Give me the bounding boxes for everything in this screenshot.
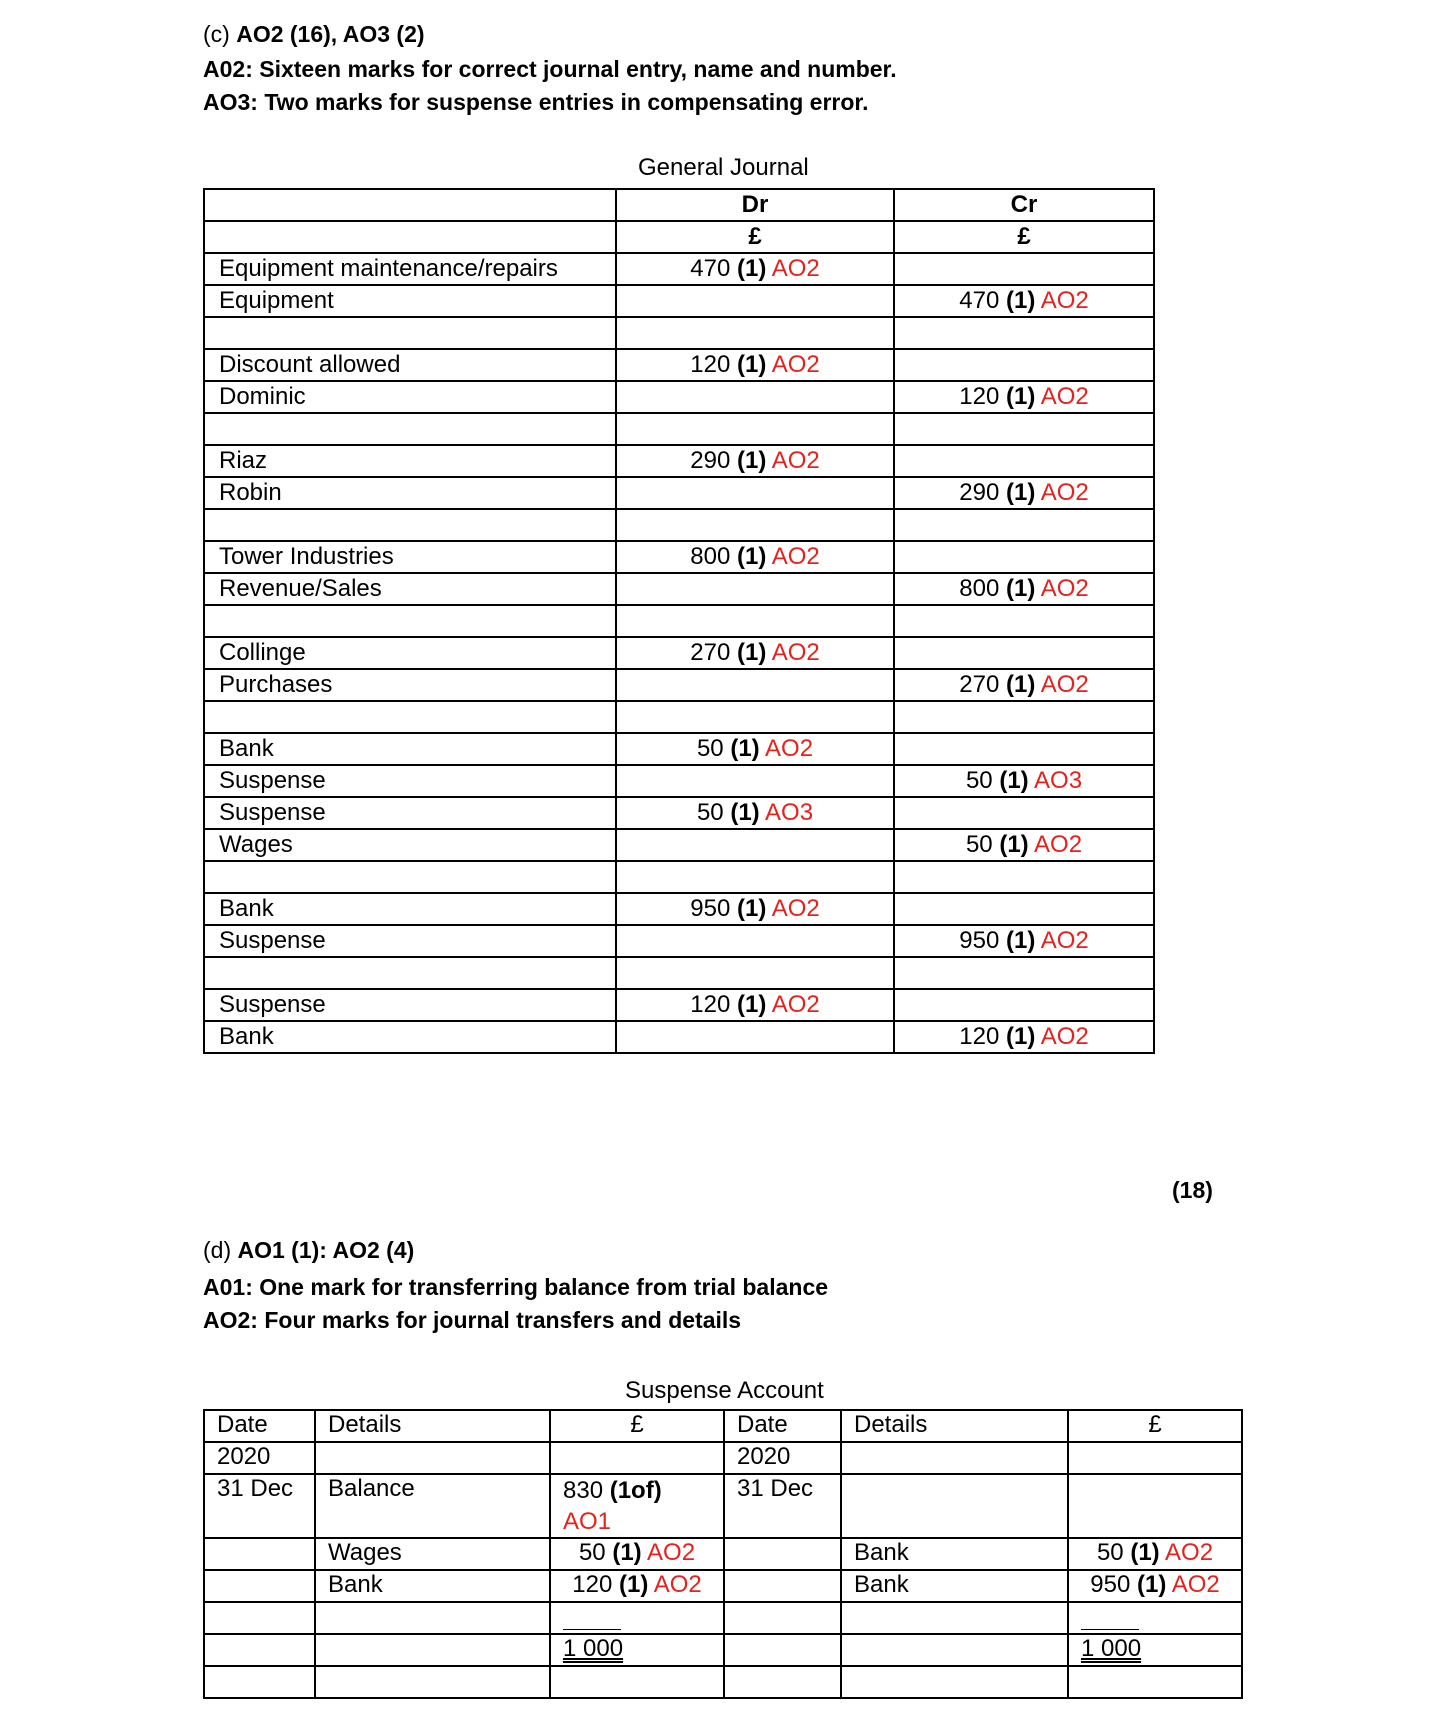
journal-cr-amount: 470 (1) AO2 <box>894 285 1154 317</box>
journal-cr-amount <box>894 253 1154 285</box>
empty-cell <box>204 1602 315 1634</box>
empty-cell <box>315 1602 550 1634</box>
suspense-title: Suspense Account <box>625 1377 824 1404</box>
journal-row <box>204 253 1154 285</box>
cr-year: 2020 <box>724 1442 841 1474</box>
empty-cell <box>724 1602 841 1634</box>
journal-account: Suspense <box>204 797 616 829</box>
journal-cr-amount: 50 (1) AO3 <box>894 765 1154 797</box>
journal-cr-amount <box>894 989 1154 1021</box>
journal-cr-amount <box>894 733 1154 765</box>
journal-account <box>204 317 616 349</box>
journal-account: Revenue/Sales <box>204 573 616 605</box>
journal-cr-amount <box>894 413 1154 445</box>
journal-dr-amount <box>616 381 894 413</box>
journal-account: Bank <box>204 1021 616 1053</box>
journal-cr-amount: 290 (1) AO2 <box>894 477 1154 509</box>
journal-row <box>204 733 1154 765</box>
journal-row <box>204 765 1154 797</box>
journal-account: Robin <box>204 477 616 509</box>
suspense-entry-row <box>204 1570 1242 1602</box>
journal-currency-row <box>204 221 1154 253</box>
journal-cr-amount: 120 (1) AO2 <box>894 381 1154 413</box>
journal-row <box>204 957 1154 989</box>
part-d-line2: AO2: Four marks for journal transfers and details <box>203 1307 742 1333</box>
journal-cr-amount <box>894 445 1154 477</box>
dr-amount: 50 (1) AO2 <box>550 1538 724 1570</box>
journal-account: Collinge <box>204 637 616 669</box>
journal-dr-amount: 50 (1) AO2 <box>616 733 894 765</box>
journal-row <box>204 445 1154 477</box>
journal-row <box>204 637 1154 669</box>
cr-amount: 50 (1) AO2 <box>1068 1538 1242 1570</box>
cr-amount: 950 (1) AO2 <box>1068 1570 1242 1602</box>
balance-label: Balance <box>315 1474 550 1538</box>
journal-cr-amount: 50 (1) AO2 <box>894 829 1154 861</box>
empty-cell <box>550 1442 724 1474</box>
journal-row <box>204 285 1154 317</box>
journal-account: Dominic <box>204 381 616 413</box>
part-c-line1: A02: Sixteen marks for correct journal entry, name and number. <box>203 56 897 82</box>
journal-account <box>204 413 616 445</box>
suspense-balance-row <box>204 1474 1242 1538</box>
journal-row <box>204 381 1154 413</box>
journal-cr-amount: 270 (1) AO2 <box>894 669 1154 701</box>
journal-account: Tower Industries <box>204 541 616 573</box>
journal-cr-amount <box>894 861 1154 893</box>
journal-row <box>204 349 1154 381</box>
empty-cell <box>315 1634 550 1666</box>
journal-cr-amount <box>894 701 1154 733</box>
journal-cr-amount <box>894 893 1154 925</box>
empty-cell <box>724 1666 841 1698</box>
part-d-heading: (d) AO1 (1): AO2 (4) <box>203 1237 415 1263</box>
journal-row <box>204 573 1154 605</box>
journal-row <box>204 605 1154 637</box>
journal-title: General Journal <box>638 154 809 181</box>
cr-sum-rule <box>1068 1602 1242 1634</box>
dr-details: Bank <box>315 1570 550 1602</box>
cr-currency: £ <box>894 221 1154 253</box>
dr-year: 2020 <box>204 1442 315 1474</box>
journal-header-row <box>204 189 1154 221</box>
journal-cr-amount <box>894 509 1154 541</box>
journal-dr-amount <box>616 317 894 349</box>
journal-row <box>204 701 1154 733</box>
journal-dr-amount <box>616 285 894 317</box>
journal-account <box>204 957 616 989</box>
suspense-header-row <box>204 1410 1242 1442</box>
currency-blank <box>204 221 616 253</box>
journal-cr-amount: 800 (1) AO2 <box>894 573 1154 605</box>
suspense-rule-row <box>204 1602 1242 1634</box>
journal-dr-amount: 290 (1) AO2 <box>616 445 894 477</box>
total-marks: (18) <box>1172 1177 1213 1203</box>
dr-details-header: Details <box>315 1410 550 1442</box>
dr-sum-rule <box>550 1602 724 1634</box>
journal-cr-amount <box>894 317 1154 349</box>
journal-account: Suspense <box>204 765 616 797</box>
journal-cr-amount <box>894 349 1154 381</box>
journal-account: Suspense <box>204 925 616 957</box>
journal-row <box>204 413 1154 445</box>
journal-account: Bank <box>204 893 616 925</box>
suspense-total-row <box>204 1634 1242 1666</box>
general-journal-table <box>203 188 1155 1054</box>
journal-cr-amount: 120 (1) AO2 <box>894 1021 1154 1053</box>
journal-account: Equipment <box>204 285 616 317</box>
empty-cell <box>841 1634 1068 1666</box>
journal-cr-amount <box>894 637 1154 669</box>
dr-total: 1 000 <box>550 1634 724 1666</box>
journal-dr-amount <box>616 765 894 797</box>
journal-dr-amount: 800 (1) AO2 <box>616 541 894 573</box>
journal-dr-amount <box>616 829 894 861</box>
empty-cell <box>204 1634 315 1666</box>
empty-cell <box>841 1666 1068 1698</box>
dr-currency: £ <box>616 221 894 253</box>
cr-date-header: Date <box>724 1410 841 1442</box>
journal-account <box>204 605 616 637</box>
suspense-blank-row <box>204 1666 1242 1698</box>
journal-row <box>204 989 1154 1021</box>
dr-amount-header: £ <box>550 1410 724 1442</box>
cr-day: 31 Dec <box>724 1474 841 1538</box>
journal-account: Suspense <box>204 989 616 1021</box>
cr-total: 1 000 <box>1068 1634 1242 1666</box>
journal-account <box>204 861 616 893</box>
part-c-heading: (c) AO2 (16), AO3 (2) <box>203 21 425 47</box>
cr-header: Cr <box>894 189 1154 221</box>
journal-dr-amount <box>616 1021 894 1053</box>
journal-row <box>204 893 1154 925</box>
journal-dr-amount <box>616 925 894 957</box>
journal-account: Equipment maintenance/repairs <box>204 253 616 285</box>
part-d-line1: A01: One mark for transferring balance from trial balance <box>203 1274 829 1300</box>
dr-day: 31 Dec <box>204 1474 315 1538</box>
journal-account: Purchases <box>204 669 616 701</box>
journal-row <box>204 669 1154 701</box>
empty-cell <box>204 1570 315 1602</box>
journal-cr-amount <box>894 797 1154 829</box>
journal-row <box>204 829 1154 861</box>
journal-account <box>204 509 616 541</box>
empty-cell <box>315 1666 550 1698</box>
journal-cr-amount <box>894 957 1154 989</box>
suspense-account-table <box>203 1409 1243 1699</box>
journal-account: Discount allowed <box>204 349 616 381</box>
dr-details: Wages <box>315 1538 550 1570</box>
cr-details-header: Details <box>841 1410 1068 1442</box>
journal-dr-amount: 470 (1) AO2 <box>616 253 894 285</box>
journal-account: Riaz <box>204 445 616 477</box>
balance-amount: 830 (1of) AO1 <box>550 1474 724 1538</box>
journal-row <box>204 477 1154 509</box>
empty-cell <box>724 1570 841 1602</box>
journal-row <box>204 317 1154 349</box>
dr-amount: 120 (1) AO2 <box>550 1570 724 1602</box>
journal-row <box>204 925 1154 957</box>
journal-dr-amount <box>616 861 894 893</box>
cr-details: Bank <box>841 1538 1068 1570</box>
empty-cell <box>1068 1666 1242 1698</box>
journal-dr-amount <box>616 413 894 445</box>
journal-dr-amount: 120 (1) AO2 <box>616 989 894 1021</box>
header-blank <box>204 189 616 221</box>
journal-dr-amount <box>616 669 894 701</box>
journal-dr-amount: 120 (1) AO2 <box>616 349 894 381</box>
part-c-line2: AO3: Two marks for suspense entries in compensating error. <box>203 89 869 115</box>
empty-cell <box>315 1442 550 1474</box>
dr-header: Dr <box>616 189 894 221</box>
journal-dr-amount: 950 (1) AO2 <box>616 893 894 925</box>
empty-cell <box>841 1602 1068 1634</box>
empty-cell <box>724 1634 841 1666</box>
empty-cell <box>724 1538 841 1570</box>
journal-row <box>204 861 1154 893</box>
journal-dr-amount <box>616 573 894 605</box>
journal-row <box>204 1021 1154 1053</box>
empty-cell <box>1068 1474 1242 1538</box>
journal-row <box>204 509 1154 541</box>
journal-dr-amount: 270 (1) AO2 <box>616 637 894 669</box>
suspense-entry-row <box>204 1538 1242 1570</box>
empty-cell <box>1068 1442 1242 1474</box>
journal-account: Bank <box>204 733 616 765</box>
empty-cell <box>204 1538 315 1570</box>
journal-account <box>204 701 616 733</box>
journal-dr-amount: 50 (1) AO3 <box>616 797 894 829</box>
journal-dr-amount <box>616 477 894 509</box>
journal-dr-amount <box>616 605 894 637</box>
journal-cr-amount <box>894 541 1154 573</box>
cr-amount-header: £ <box>1068 1410 1242 1442</box>
dr-date-header: Date <box>204 1410 315 1442</box>
suspense-year-row <box>204 1442 1242 1474</box>
journal-dr-amount <box>616 957 894 989</box>
empty-cell <box>841 1442 1068 1474</box>
journal-dr-amount <box>616 509 894 541</box>
journal-row <box>204 541 1154 573</box>
journal-cr-amount <box>894 605 1154 637</box>
journal-dr-amount <box>616 701 894 733</box>
empty-cell <box>550 1666 724 1698</box>
journal-account: Wages <box>204 829 616 861</box>
empty-cell <box>841 1474 1068 1538</box>
journal-cr-amount: 950 (1) AO2 <box>894 925 1154 957</box>
empty-cell <box>204 1666 315 1698</box>
journal-row <box>204 797 1154 829</box>
cr-details: Bank <box>841 1570 1068 1602</box>
